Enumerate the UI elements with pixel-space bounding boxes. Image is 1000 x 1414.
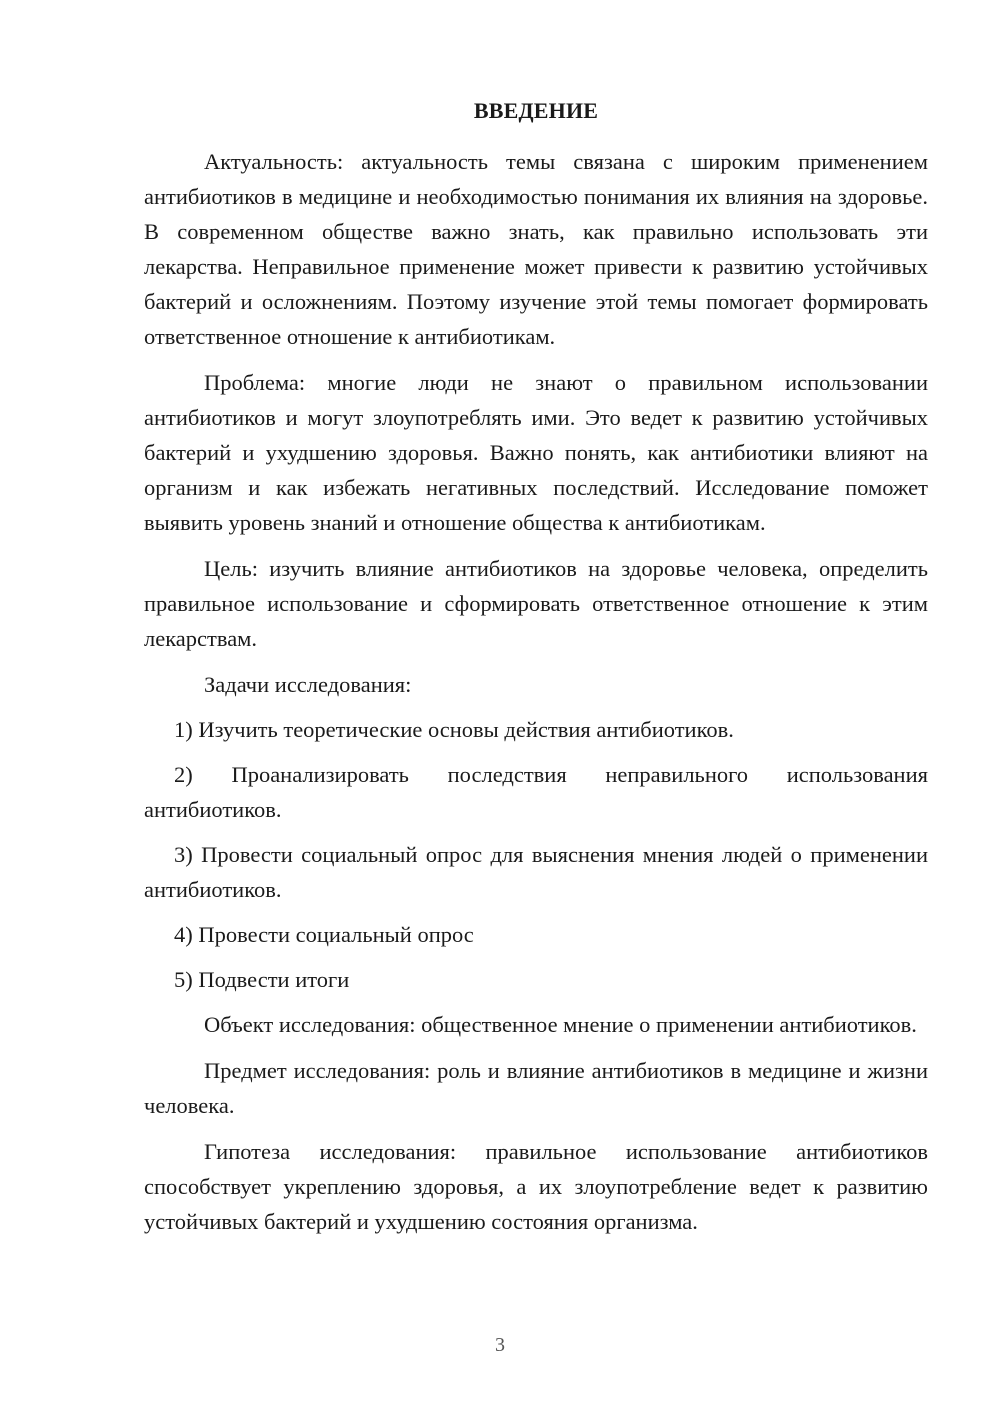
task-item-2: 2) Проанализировать последствия неправильного использования антибиотиков. (144, 762, 928, 822)
tasks-heading: Задачи исследования: (204, 672, 412, 697)
task-item-5: 5) Подвести итоги (174, 967, 350, 992)
relevance-paragraph: Актуальность: актуальность темы связана с широким применением антибиотиков в медицине и необходимостью понимания их влияния на здоровье. В современном обществе важно знать, как правильно использовать эти лекарства. Неправильное применение может привести к развитию устойчивых бактерий и осложнениям. Поэтому изучение этой темы помогает формировать ответственное отношение к антибиотикам. (144, 149, 928, 349)
document-page (144, 96, 928, 1250)
task-item-3: 3) Провести социальный опрос для выяснения мнения людей о применении антибиотиков. (144, 842, 928, 902)
hypothesis-paragraph: Гипотеза исследования: правильное использование антибиотиков способствует укреплению здоровья, а их злоупотребление ведет к развитию устойчивых бактерий и ухудшению состояния организма. (144, 1139, 928, 1234)
goal-paragraph: Цель: изучить влияние антибиотиков на здоровье человека, определить правильное использование и сформировать ответственное отношение к этим лекарствам. (144, 556, 928, 651)
page-number: 3 (495, 1334, 505, 1356)
subject-paragraph: Предмет исследования: роль и влияние антибиотиков в медицине и жизни человека. (144, 1058, 928, 1118)
problem-paragraph: Проблема: многие люди не знают о правильном использовании антибиотиков и могут злоупотреблять ими. Это ведет к развитию устойчивых бактерий и ухудшению здоровья. Важно понять, как антибиотики влияют на организм и как избежать негативных последствий. Исследование поможет выявить уровень знаний и отношение общества к антибиотикам. (144, 370, 928, 535)
section-title: ВВЕДЕНИЕ (473, 98, 599, 123)
object-paragraph: Объект исследования: общественное мнение о применении антибиотиков. (204, 1012, 917, 1037)
task-item-1: 1) Изучить теоретические основы действия антибиотиков. (174, 717, 734, 742)
task-item-4: 4) Провести социальный опрос (174, 922, 474, 947)
